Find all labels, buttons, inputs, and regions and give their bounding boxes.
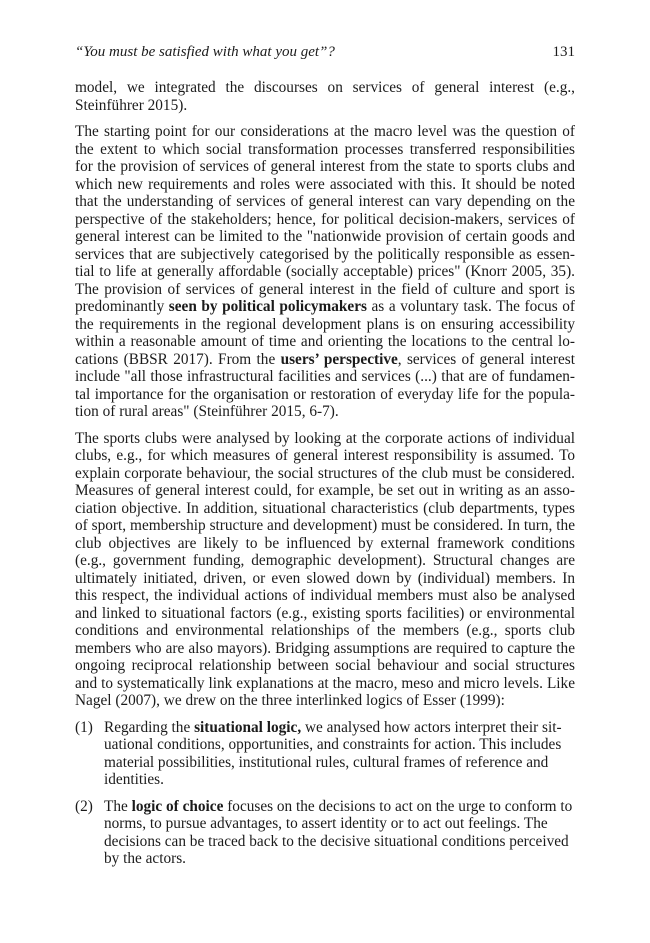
bold-phrase-situational-logic: situational logic, bbox=[194, 718, 302, 736]
bold-phrase-users-perspective: users’ perspective bbox=[280, 350, 398, 368]
running-header bbox=[75, 43, 575, 61]
paragraph-2 bbox=[75, 123, 575, 421]
list-item-text-a: Regarding the bbox=[104, 718, 195, 736]
bold-phrase-policymakers: seen by political policymakers bbox=[168, 298, 367, 315]
paragraph-3 bbox=[75, 430, 575, 710]
paragraph-2-text-c: , services of general interest include "all those infrastructural facilities and services (...) that are of fundamental importance for the organisation or restoration of everyday life for the population of rural areas" (Steinführer 2015, 6-7). bbox=[75, 350, 575, 420]
list-item-text-b: we analysed how actors interpret their situational conditions, opportunities, and constraints for action. This includes material possibilities, institutional rules, cultural frames of reference and identities. bbox=[104, 718, 562, 788]
list-item-number: (2) bbox=[75, 797, 93, 815]
numbered-list bbox=[75, 719, 575, 868]
paragraph-2-text-b: as a voluntary task. The focus of the requirements in the regional development plans is on ensuring accessibility within a reasonable amount of time and orienting the locations to the central locations (BBSR 2017). From the bbox=[75, 298, 575, 368]
page-number: 131 bbox=[552, 44, 575, 60]
paragraph-1 bbox=[75, 79, 575, 114]
bold-phrase-logic-of-choice: logic of choice bbox=[131, 797, 224, 815]
list-item-number: (1) bbox=[75, 718, 93, 736]
list-item bbox=[75, 798, 575, 868]
list-item-text-b: focuses on the decisions to act on the urge to conform to norms, to pursue advantages, to assert identity or to act out feelings. The decisions can be traced back to the decisive situational conditions perceived by the actors. bbox=[104, 797, 573, 867]
list-item-text-a: The bbox=[104, 797, 132, 815]
paragraph-2-text-a: The starting point for our considerations at the macro level was the question of the extent to which social transformation processes transferred responsibilities for the provision of services of general interest from the state to sports clubs and which new requirements and roles were associated with this. It should be noted that the understanding of services of general interest can vary depending on the perspective of the stakeholders; hence, for political decision-makers, services of general interest can be limited to the "nationwide provision of certain goods and services that are subjectively categorised by the politically responsible as essential to life at generally affordable (socially acceptable) prices" (Knorr 2005, 35). The provision of services of general interest in the field of culture and sport is predominantly bbox=[75, 123, 575, 315]
paragraph-3-text: The sports clubs were analysed by looking at the corporate actions of individual clubs, e.g., for which measures of general interest responsibility is assumed. To explain corporate behaviour, the social structures of the club must be considered. Measures of general interest could, for example, be set out in writing as an association objective. In addition, situational characteristics (club departments, types of sport, membership structure and development) must be considered. In turn, the club objectives are likely to be influenced by external framework conditions (e.g., government funding, demographic development). Structural changes are ultimately initiated, driven, or even slowed down by (individual) members. In this respect, the individual actions of individual members must also be analysed and linked to situational factors (e.g., existing sports facilities) or environmental conditions and environmental relationships of the members (e.g., sports club members who are also mayors). Bridging assumptions are required to capture the ongoing reciprocal relationship between social behaviour and social structures and to systematically link explanations at the macro, meso and micro levels. Like Nagel (2007), we drew on the three interlinked logics of Esser (1999): bbox=[75, 429, 575, 709]
list-item bbox=[75, 719, 575, 789]
paragraph-1-text: model, we integrated the discourses on services of general interest (e.g., Steinführer 2015). bbox=[75, 79, 575, 114]
body-text bbox=[75, 79, 575, 877]
running-title: “You must be satisfied with what you get”? bbox=[75, 44, 335, 60]
